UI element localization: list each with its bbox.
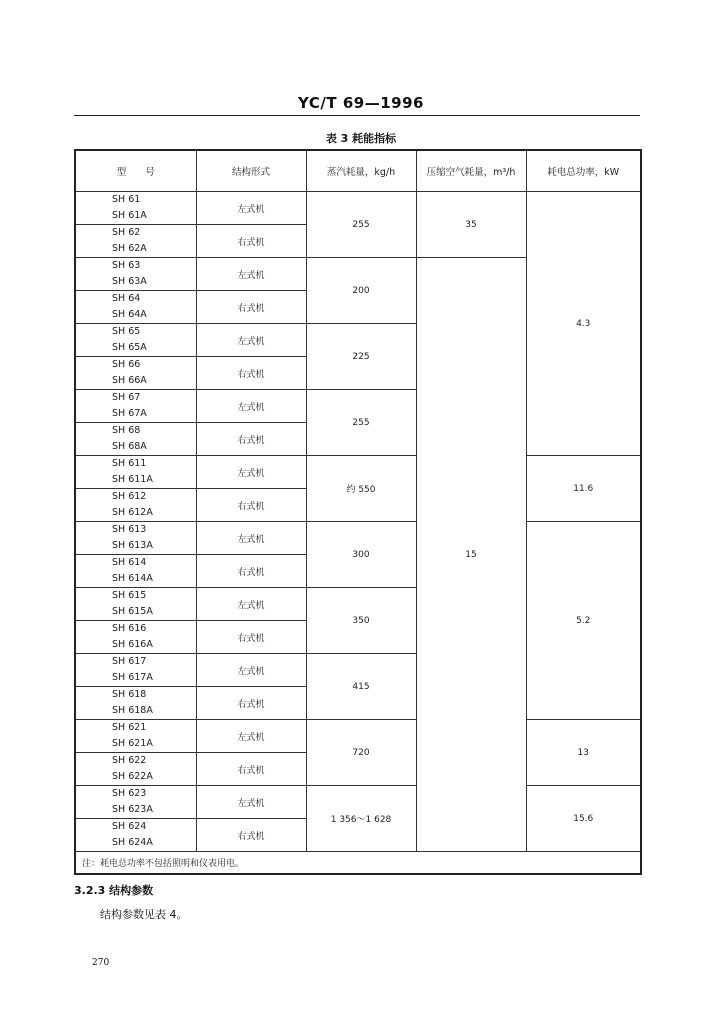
model-code: SH 614 xyxy=(112,557,147,568)
model-code: SH 615A xyxy=(112,606,153,617)
steam-cell: 350 xyxy=(306,588,416,654)
structure-cell: 右式机 xyxy=(196,687,306,720)
model-code: SH 65 xyxy=(112,326,141,337)
model-code: SH 616 xyxy=(112,623,147,634)
steam-cell: 300 xyxy=(306,522,416,588)
model-cell xyxy=(75,522,196,555)
power-cell: 4.3 xyxy=(526,192,641,456)
steam-cell: 255 xyxy=(306,390,416,456)
model-code: SH 66A xyxy=(112,375,147,386)
structure-cell: 右式机 xyxy=(196,819,306,852)
structure-cell: 左式机 xyxy=(196,390,306,423)
model-code: SH 611A xyxy=(112,474,153,485)
model-cell xyxy=(75,291,196,324)
col-header-air: 压缩空气耗量，m³/h xyxy=(416,150,526,192)
steam-cell: 200 xyxy=(306,258,416,324)
model-cell xyxy=(75,390,196,423)
model-code: SH 68A xyxy=(112,441,147,452)
table-header-row xyxy=(75,150,641,192)
model-cell xyxy=(75,687,196,720)
air-cell: 15 xyxy=(416,258,526,852)
table-caption: 表 3 耗能指标 xyxy=(325,132,397,145)
col-header-steam: 蒸汽耗量，kg/h xyxy=(306,150,416,192)
structure-cell: 右式机 xyxy=(196,555,306,588)
table-note: 注：耗电总功率不包括照明和仪表用电。 xyxy=(75,852,641,875)
model-code: SH 624 xyxy=(112,821,147,832)
model-code: SH 65A xyxy=(112,342,147,353)
model-cell xyxy=(75,720,196,753)
model-code: SH 622 xyxy=(112,755,147,766)
structure-cell: 右式机 xyxy=(196,621,306,654)
model-cell xyxy=(75,489,196,522)
model-cell xyxy=(75,192,196,225)
col-header-power: 耗电总功率，kW xyxy=(526,150,641,192)
structure-cell: 左式机 xyxy=(196,324,306,357)
header-rule xyxy=(74,115,640,116)
model-code: SH 617 xyxy=(112,656,147,667)
power-cell: 13 xyxy=(526,720,641,786)
structure-cell: 右式机 xyxy=(196,225,306,258)
structure-cell: 左式机 xyxy=(196,588,306,621)
structure-cell: 右式机 xyxy=(196,357,306,390)
model-code: SH 623 xyxy=(112,788,147,799)
model-cell xyxy=(75,654,196,687)
note-row xyxy=(75,852,641,875)
model-cell xyxy=(75,753,196,786)
model-code: SH 61A xyxy=(112,210,147,221)
model-code: SH 612 xyxy=(112,491,147,502)
model-cell xyxy=(75,819,196,852)
steam-cell: 720 xyxy=(306,720,416,786)
steam-cell: 225 xyxy=(306,324,416,390)
model-code: SH 621A xyxy=(112,738,153,749)
model-code: SH 62A xyxy=(112,243,147,254)
model-code: SH 616A xyxy=(112,639,153,650)
model-code: SH 611 xyxy=(112,458,147,469)
model-code: SH 63A xyxy=(112,276,147,287)
structure-cell: 左式机 xyxy=(196,456,306,489)
model-cell xyxy=(75,555,196,588)
model-code: SH 624A xyxy=(112,837,153,848)
power-cell: 15.6 xyxy=(526,786,641,852)
model-code: SH 615 xyxy=(112,590,147,601)
structure-cell: 右式机 xyxy=(196,291,306,324)
structure-cell: 右式机 xyxy=(196,489,306,522)
model-code: SH 64A xyxy=(112,309,147,320)
model-code: SH 613 xyxy=(112,524,147,535)
table-row xyxy=(75,192,641,225)
power-cell: 11.6 xyxy=(526,456,641,522)
model-cell xyxy=(75,456,196,489)
model-cell xyxy=(75,324,196,357)
model-code: SH 614A xyxy=(112,573,153,584)
table-row xyxy=(75,786,641,819)
model-code: SH 68 xyxy=(112,425,141,436)
structure-cell: 左式机 xyxy=(196,258,306,291)
model-code: SH 67 xyxy=(112,392,141,403)
structure-cell: 左式机 xyxy=(196,192,306,225)
model-cell xyxy=(75,588,196,621)
model-code: SH 617A xyxy=(112,672,153,683)
model-code: SH 62 xyxy=(112,227,141,238)
model-cell xyxy=(75,621,196,654)
model-code: SH 67A xyxy=(112,408,147,419)
structure-cell: 左式机 xyxy=(196,522,306,555)
power-cell: 5.2 xyxy=(526,522,641,720)
steam-cell: 255 xyxy=(306,192,416,258)
table-row xyxy=(75,720,641,753)
structure-cell: 左式机 xyxy=(196,654,306,687)
model-code: SH 613A xyxy=(112,540,153,551)
structure-cell: 左式机 xyxy=(196,786,306,819)
model-code: SH 612A xyxy=(112,507,153,518)
section-text: 结构参数见表 4。 xyxy=(100,908,188,921)
standard-code-header: YC/T 69—1996 xyxy=(298,94,424,112)
section-heading: 3.2.3 结构参数 xyxy=(74,884,154,897)
model-code: SH 621 xyxy=(112,722,147,733)
model-cell xyxy=(75,357,196,390)
table-row xyxy=(75,456,641,489)
model-cell xyxy=(75,423,196,456)
page-number: 270 xyxy=(92,958,110,968)
model-code: SH 618A xyxy=(112,705,153,716)
steam-cell: 约 550 xyxy=(306,456,416,522)
model-code: SH 618 xyxy=(112,689,147,700)
model-cell xyxy=(75,258,196,291)
energy-consumption-table xyxy=(74,149,642,875)
table-row xyxy=(75,522,641,555)
air-cell: 35 xyxy=(416,192,526,258)
model-code: SH 623A xyxy=(112,804,153,815)
col-header-model: 型 号 xyxy=(75,150,196,192)
model-code: SH 66 xyxy=(112,359,141,370)
structure-cell: 右式机 xyxy=(196,423,306,456)
model-code: SH 64 xyxy=(112,293,141,304)
steam-cell: 415 xyxy=(306,654,416,720)
col-header-structure: 结构形式 xyxy=(196,150,306,192)
model-code: SH 61 xyxy=(112,194,141,205)
structure-cell: 左式机 xyxy=(196,720,306,753)
model-code: SH 63 xyxy=(112,260,141,271)
model-cell xyxy=(75,225,196,258)
model-code: SH 622A xyxy=(112,771,153,782)
structure-cell: 右式机 xyxy=(196,753,306,786)
steam-cell: 1 356～1 628 xyxy=(306,786,416,852)
model-cell xyxy=(75,786,196,819)
